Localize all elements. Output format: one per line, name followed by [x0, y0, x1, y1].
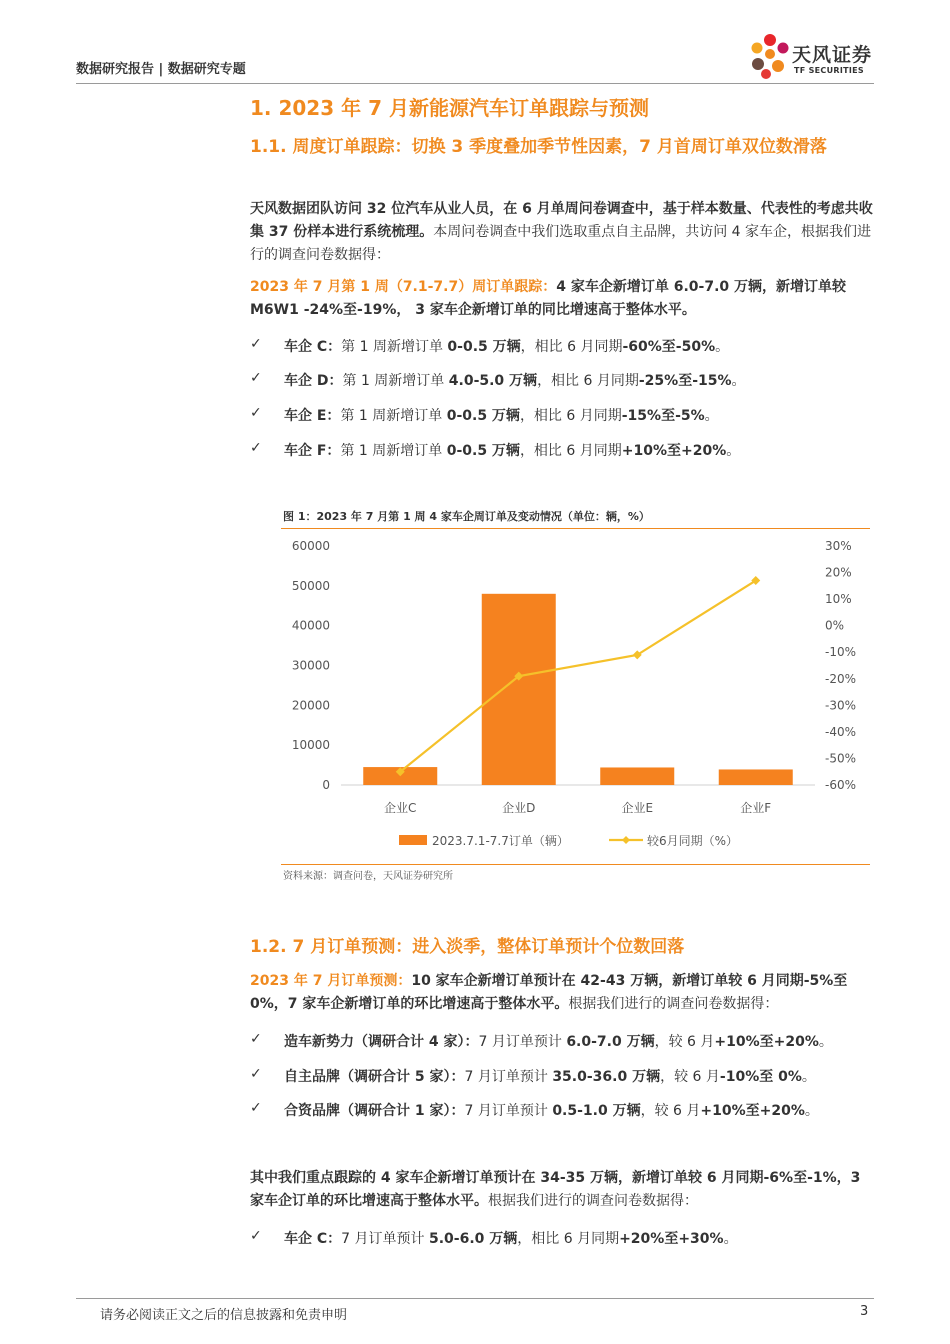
- y-right-tick-label: -40%: [825, 724, 857, 739]
- legend-line-label: 较6月同期（%）: [647, 834, 739, 848]
- x-tick-label: 企业C: [384, 801, 417, 815]
- bullet-value: 0.5-1.0 万辆: [552, 1103, 641, 1119]
- x-tick-label: 企业D: [502, 801, 536, 815]
- bullet-text: ，相比 6 月同期: [517, 1231, 620, 1247]
- bullet-label: 车企 C：: [284, 339, 342, 355]
- bullet-label: 车企 F：: [284, 443, 341, 459]
- bullet-value: 0-0.5 万辆: [446, 408, 520, 424]
- bullet-label: 合资品牌（调研合计 1 家）：: [284, 1103, 465, 1119]
- bullet-value: -15%至-5%: [621, 408, 705, 424]
- intro-rest: 本周问卷调查中我们选取重点自主品牌，共访问 4 家车企，根据我们进行的调查问卷数据得：: [250, 224, 872, 263]
- bullet-text: 第 1 周新增订单: [342, 373, 449, 389]
- bullet-value: -60%至-50%: [622, 339, 716, 355]
- bullet-text: 。: [726, 443, 741, 459]
- figure-bottom-rule: [281, 864, 870, 865]
- bullet-label: 自主品牌（调研合计 5 家）：: [284, 1069, 465, 1085]
- bullet-text: 。: [715, 339, 730, 355]
- y-left-tick-label: 60000: [291, 539, 330, 553]
- figure-source: 资料来源：调查问卷，天风证券研究所: [283, 871, 453, 882]
- bullet-text: 。: [723, 1231, 738, 1247]
- x-tick-label: 企业F: [740, 801, 772, 815]
- bullet-text: ，较 6 月: [654, 1034, 715, 1050]
- bullet-text: 第 1 周新增订单: [340, 443, 447, 459]
- checkmark-icon: ✓: [250, 1031, 262, 1047]
- bullet-text: 。: [731, 373, 746, 389]
- bullet-text: ，较 6 月: [640, 1103, 701, 1119]
- checkmark-icon: ✓: [250, 405, 262, 421]
- checkmark-icon: ✓: [250, 1100, 262, 1116]
- tracked-bold: 其中我们重点跟踪的 4 家车企新增订单预计在 34-35 万辆，新增订单较 6 月同期-6%至-1%，3 家车企订单的环比增速高于整体水平。: [250, 1170, 861, 1209]
- figure-top-rule: [281, 528, 870, 529]
- y-right-tick-label: 0%: [825, 618, 845, 633]
- bullet-value: 0-0.5 万辆: [446, 443, 520, 459]
- checkmark-icon: ✓: [250, 1066, 262, 1082]
- bullet-value: +20%至+30%: [619, 1231, 724, 1247]
- y-right-tick-label: -50%: [825, 751, 857, 766]
- legend-line-marker: [622, 836, 630, 844]
- bullet-text: ，相比 6 月同期: [537, 373, 639, 389]
- forecast-lead-rest: 根据我们进行的调查问卷数据得：: [568, 996, 779, 1012]
- section-1-1-title: 1.1. 周度订单跟踪：切换 3 季度叠加季节性因素，7 月首周订单双位数滑落: [250, 137, 827, 157]
- header-divider: [76, 83, 874, 84]
- y-left-tick-label: 0: [322, 778, 330, 792]
- bullet-label: 车企 E：: [284, 408, 341, 424]
- footer-divider: [76, 1298, 874, 1299]
- bullet-label: 车企 D：: [284, 373, 343, 389]
- page-number: 3: [860, 1304, 869, 1319]
- y-left-tick-label: 20000: [291, 698, 330, 713]
- checkmark-icon: ✓: [250, 440, 262, 456]
- bullet-label: 造车新势力（调研合计 4 家）：: [284, 1034, 479, 1050]
- y-right-tick-label: -10%: [825, 645, 857, 660]
- y-right-tick-label: 10%: [825, 592, 852, 607]
- intro-paragraph: [250, 198, 874, 267]
- bullet-text: 7 月订单预计: [464, 1103, 553, 1119]
- intro-bold: 天风数据团队访问 32 位汽车从业人员，在 6 月单周问卷调查中，基于样本数量、代表性的考虑共收集 37 份样本进行系统梳理。: [250, 201, 873, 240]
- bullet-text: ，较 6 月: [660, 1069, 720, 1085]
- bullet-value: +10%至+20%: [700, 1103, 805, 1119]
- bullet-value: 4.0-5.0 万辆: [448, 373, 538, 389]
- weekly-lead-paragraph: [250, 276, 874, 322]
- y-left-tick-label: 50000: [291, 578, 330, 593]
- bullet-value: 35.0-36.0 万辆: [552, 1069, 661, 1085]
- bullet-text: 7 月订单预计: [478, 1034, 567, 1050]
- bullet-text: ，相比 6 月同期: [519, 443, 622, 459]
- bullet-value: +10%至+20%: [621, 443, 727, 459]
- weekly-lead-bold: 4 家车企新增订单 6.0-7.0 万辆，新增订单较 M6W1 -24%至-19%， 3 家车企新增订单的同比增速高于整体水平。: [250, 279, 847, 318]
- y-right-tick-label: -20%: [825, 671, 857, 686]
- bullet-text: 7 月订单预计: [464, 1069, 553, 1085]
- y-left-tick-label: 30000: [291, 658, 330, 673]
- bullet-text: 。: [804, 1103, 819, 1119]
- bar: [600, 767, 674, 785]
- bullet-value: -10%至 0%: [719, 1069, 802, 1085]
- y-right-tick-label: -30%: [825, 698, 857, 713]
- orders-combo-chart: [281, 530, 870, 862]
- tf-securities-logo: [748, 32, 878, 80]
- section-1-2-title: 1.2. 7 月订单预测：进入淡季，整体订单预计个位数回落: [250, 937, 685, 957]
- legend-bar-label: 2023.7.1-7.7订单（辆）: [432, 834, 569, 848]
- report-header: 数据研究报告 | 数据研究专题: [76, 62, 246, 77]
- bullet-text: ，相比 6 月同期: [520, 339, 623, 355]
- bullet-value: 0-0.5 万辆: [447, 339, 521, 355]
- footer-disclaimer: 请务必阅读正文之后的信息披露和免责申明: [100, 1308, 348, 1323]
- bullet-text: 7 月订单预计: [341, 1231, 429, 1247]
- bar: [482, 594, 556, 785]
- logo-text-en: TF SECURITIES: [794, 66, 864, 75]
- bullet-text: 。: [818, 1034, 833, 1050]
- bullet-text: 第 1 周新增订单: [341, 339, 448, 355]
- bullet-value: 5.0-6.0 万辆: [428, 1231, 518, 1247]
- forecast-lead-orange: 2023 年 7 月订单预测：: [250, 973, 412, 989]
- bullet-text: 。: [704, 408, 719, 424]
- y-right-tick-label: 30%: [825, 539, 852, 553]
- forecast-lead-bold: 10 家车企新增订单预计在 42-43 万辆，新增订单较 6 月同期-5%至 0%，7 家车企新增订单的环比增速高于整体水平。: [250, 973, 848, 1012]
- legend-bar-swatch: [399, 835, 427, 845]
- bullet-value: -25%至-15%: [638, 373, 732, 389]
- bar: [719, 769, 793, 785]
- bullet-text: 。: [801, 1069, 816, 1085]
- bullet-value: +10%至+20%: [714, 1034, 819, 1050]
- tracked-paragraph: [250, 1167, 874, 1213]
- x-tick-label: 企业E: [621, 801, 654, 815]
- bullet-value: 6.0-7.0 万辆: [566, 1034, 655, 1050]
- bullet-label: 车企 C：: [284, 1231, 342, 1247]
- y-right-tick-label: 20%: [825, 565, 852, 580]
- weekly-lead-orange: 2023 年 7 月第 1 周（7.1-7.7）周订单跟踪：: [250, 279, 557, 295]
- section-1-title: 1. 2023 年 7 月新能源汽车订单跟踪与预测: [250, 96, 649, 120]
- y-left-tick-label: 40000: [291, 618, 330, 633]
- figure-title: 图 1：2023 年 7 月第 1 周 4 家车企周订单及变动情况（单位：辆，%）: [283, 510, 650, 523]
- logo-text-cn: 天风证券: [792, 44, 873, 66]
- bullet-text: 第 1 周新增订单: [340, 408, 447, 424]
- checkmark-icon: ✓: [250, 336, 262, 352]
- flower-logo-icon: [748, 32, 792, 80]
- bullet-text: ，相比 6 月同期: [519, 408, 622, 424]
- y-left-tick-label: 10000: [291, 738, 330, 753]
- series-line: [400, 581, 756, 772]
- forecast-lead-paragraph: [250, 970, 874, 1016]
- checkmark-icon: ✓: [250, 1228, 262, 1244]
- y-right-tick-label: -60%: [825, 778, 857, 792]
- tracked-rest: 根据我们进行的调查问卷数据得：: [488, 1193, 698, 1209]
- checkmark-icon: ✓: [250, 370, 262, 386]
